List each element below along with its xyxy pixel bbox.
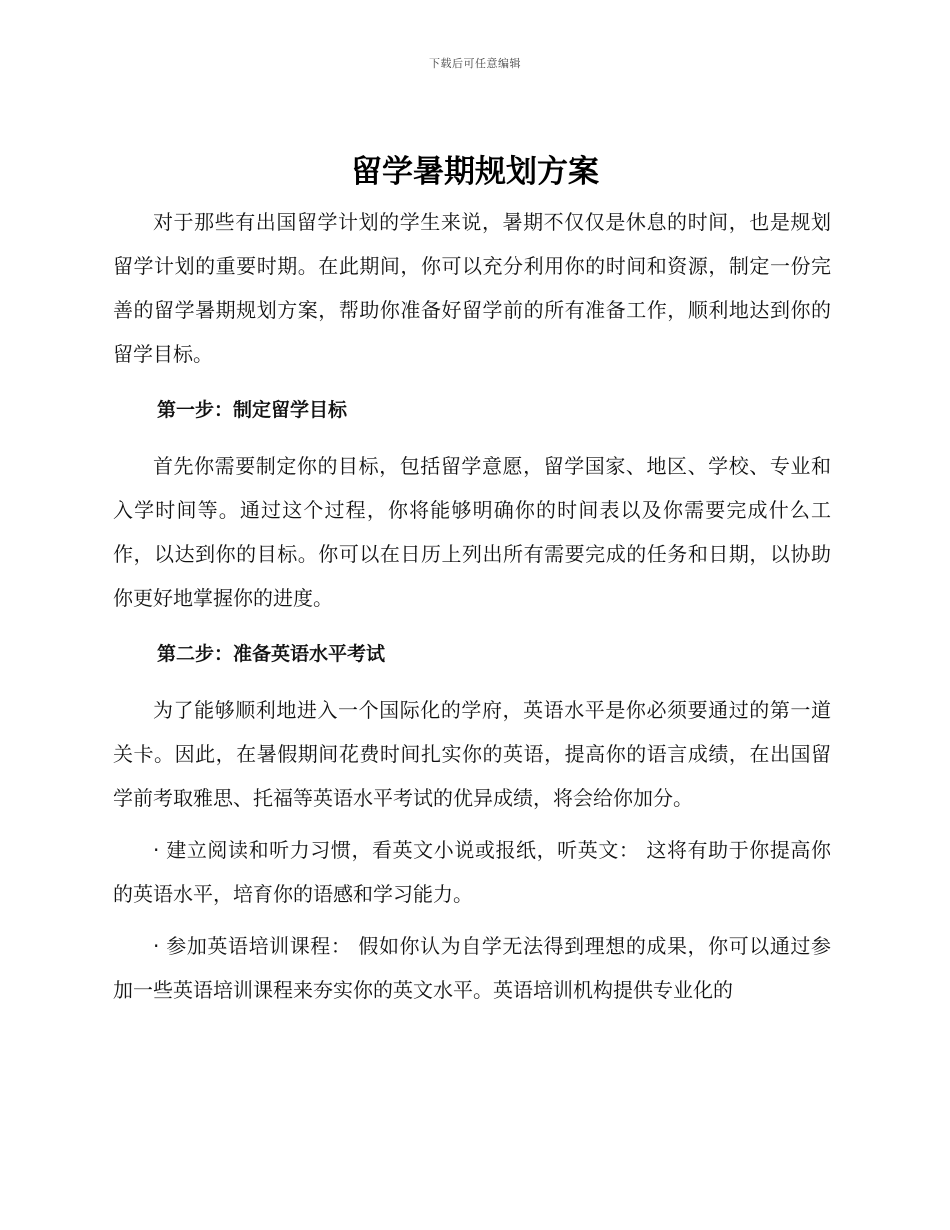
bullet-item-reading: · 建立阅读和听力习惯，看英文小说或报纸，听英文： 这将有助于你提高你的英语水平，培育你的语感和学习能力。 <box>113 838 831 906</box>
header-note: 下载后可任意编辑 <box>429 57 521 70</box>
step2-heading: 第二步：准备英语水平考试 <box>157 643 386 665</box>
document-title: 留学暑期规划方案 <box>351 154 599 190</box>
step2-paragraph: 为了能够顺利地进入一个国际化的学府，英语水平是你必须要通过的第一道关卡。因此，在暑假期间花费时间扎实你的英语，提高你的语言成绩，在出国留学前考取雅思、托福等英语水平考试的优异成绩，将会给你加分。 <box>113 698 831 810</box>
document-body <box>113 200 831 1012</box>
step1-paragraph: 首先你需要制定你的目标，包括留学意愿，留学国家、地区、学校、专业和入学时间等。通过这个过程，你将能够明确你的时间表以及你需要完成什么工作，以达到你的目标。你可以在日历上列出所有需要完成的任务和日期，以协助你更好地掌握你的进度。 <box>113 454 831 610</box>
bullet-item-training: · 参加英语培训课程： 假如你认为自学无法得到理想的成果，你可以通过参加一些英语培训课程来夯实你的英文水平。英语培训机构提供专业化的 <box>113 934 831 1002</box>
step1-heading: 第一步：制定留学目标 <box>157 399 348 421</box>
intro-paragraph: 对于那些有出国留学计划的学生来说，暑期不仅仅是休息的时间，也是规划留学计划的重要时期。在此期间，你可以充分利用你的时间和资源，制定一份完善的留学暑期规划方案，帮助你准备好留学前的所有准备工作，顺利地达到你的留学目标。 <box>113 210 831 366</box>
